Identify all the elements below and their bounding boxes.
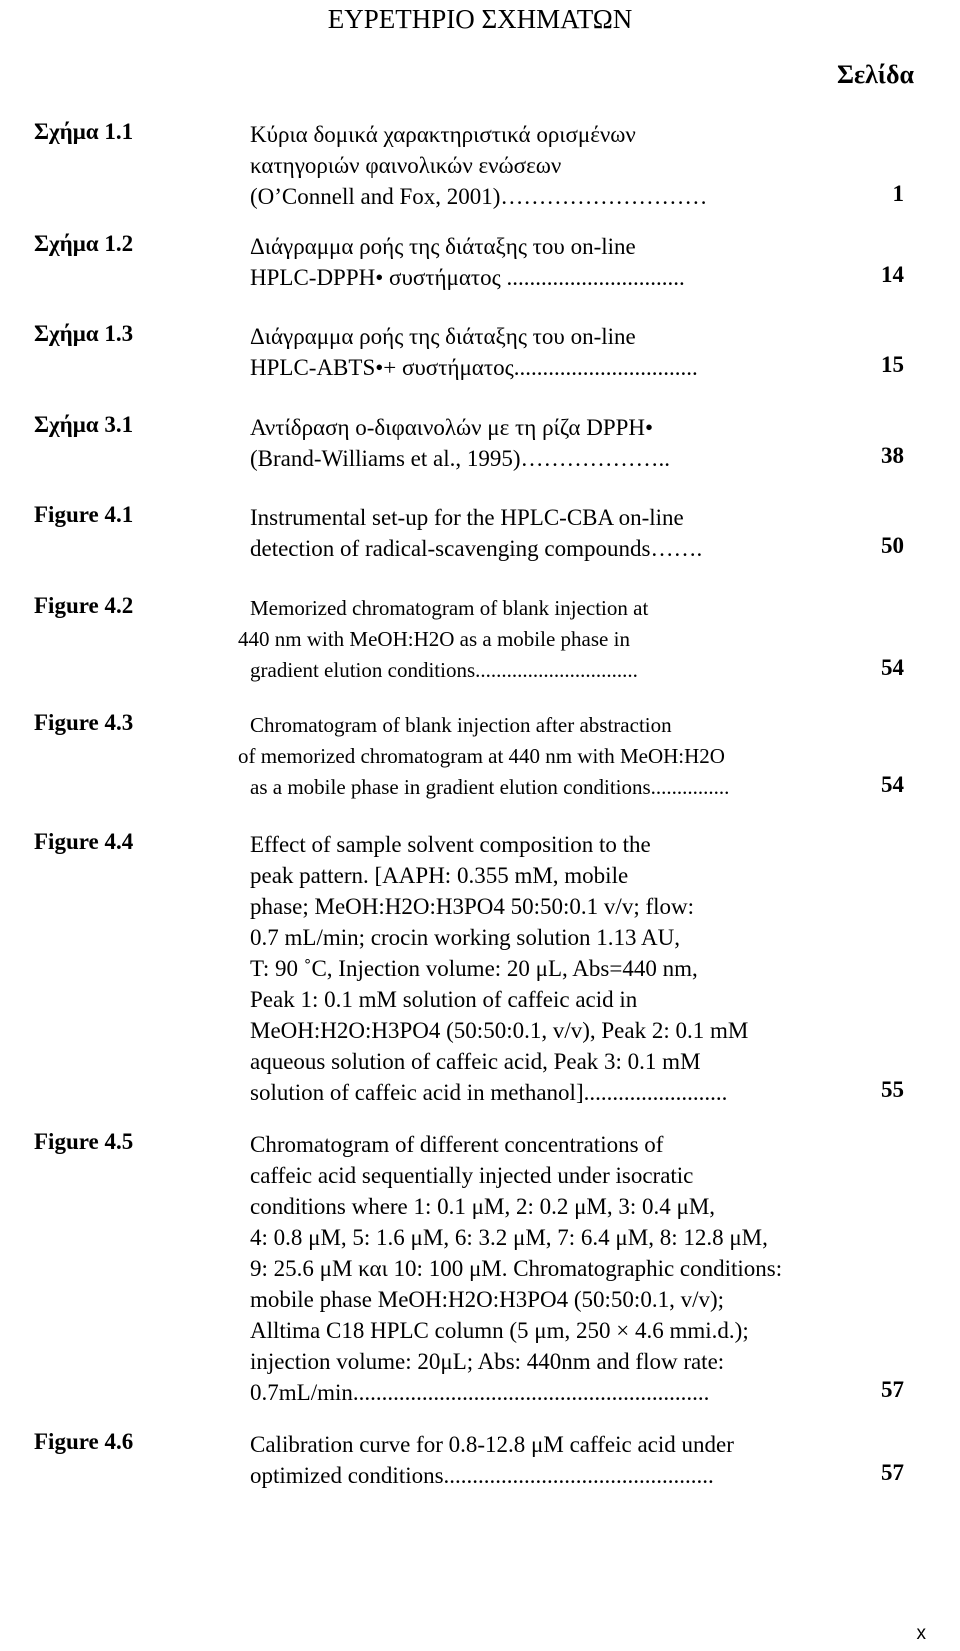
caption-line: (O’Connell and Fox, 2001)……………………… <box>250 184 708 209</box>
page-number: 14 <box>881 262 904 287</box>
caption-line: caffeic acid sequentially injected under isocratic <box>250 1163 694 1188</box>
caption-line: Instrumental set-up for the HPLC-CBA on-line <box>250 505 684 530</box>
page-number: 55 <box>881 1077 904 1102</box>
figure-label: Figure 4.1 <box>34 502 134 527</box>
caption-line: peak pattern. [AAPH: 0.355 mM, mobile <box>250 863 629 888</box>
page-number: 50 <box>881 533 904 558</box>
page-number: 38 <box>881 443 904 468</box>
caption-line: HPLC-ABTS•+ συστήματος................................ <box>250 355 698 380</box>
page-number: 15 <box>881 352 904 377</box>
caption-line: T: 90 ˚C, Injection volume: 20 μL, Abs=440 nm, <box>250 956 698 981</box>
caption-line: detection of radical-scavenging compounds……. <box>250 536 703 561</box>
caption-line: Memorized chromatogram of blank injection at <box>250 596 649 620</box>
caption-line: Διάγραμμα ροής της διάταξης του on-line <box>250 234 636 259</box>
caption-line: aqueous solution of caffeic acid, Peak 3: 0.1 mM <box>250 1049 701 1074</box>
page-number: 54 <box>881 772 904 797</box>
caption-line: HPLC-DPPH• συστήματος ............................... <box>250 265 685 290</box>
caption-line: as a mobile phase in gradient elution conditions............... <box>250 775 730 799</box>
caption-line: Αντίδραση ο-διφαινολών με τη ρίζα DPPH• <box>250 415 654 440</box>
caption-line: κατηγοριών φαινολικών ενώσεων <box>250 153 562 178</box>
caption-line: solution of caffeic acid in methanol]......................... <box>250 1080 728 1105</box>
caption-line: 0.7mL/min.............................................................. <box>250 1380 710 1405</box>
caption-line: mobile phase MeOH:H2O:H3PO4 (50:50:0.1, v/v); <box>250 1287 725 1312</box>
page-title: ΕΥΡΕΤΗΡΙΟ ΣΧΗΜΑΤΩΝ <box>327 4 633 34</box>
page-number: 1 <box>892 181 904 206</box>
caption-line: optimized conditions............................................... <box>250 1463 714 1488</box>
caption-line: Alltima C18 HPLC column (5 μm, 250 × 4.6 mmi.d.); <box>250 1318 749 1343</box>
page-column-header: Σελίδα <box>837 60 914 89</box>
figure-label: Figure 4.4 <box>34 829 134 854</box>
caption-line: injection volume: 20μL; Abs: 440nm and flow rate: <box>250 1349 725 1374</box>
figure-label: Σχήμα 1.2 <box>34 231 134 256</box>
figure-label: Σχήμα 1.1 <box>34 119 134 144</box>
caption-line: 4: 0.8 μM, 5: 1.6 μM, 6: 3.2 μM, 7: 6.4 μM, 8: 12.8 μM, <box>250 1225 768 1250</box>
caption-line: 9: 25.6 μM και 10: 100 μM. Chromatographic conditions: <box>250 1256 783 1281</box>
figure-label: Figure 4.2 <box>34 593 134 618</box>
caption-line: 0.7 mL/min; crocin working solution 1.13 AU, <box>250 925 680 950</box>
caption-line: MeOH:H2O:H3PO4 (50:50:0.1, v/v), Peak 2: 0.1 mM <box>250 1018 749 1043</box>
caption-line: Chromatogram of blank injection after abstraction <box>250 713 672 737</box>
page-number: 57 <box>881 1377 904 1402</box>
caption-line: Calibration curve for 0.8-12.8 μM caffeic acid under <box>250 1432 734 1457</box>
caption-line: Effect of sample solvent composition to the <box>250 832 651 857</box>
caption-line: 440 nm with MeOH:H2O as a mobile phase in <box>238 627 630 651</box>
figure-label: Figure 4.3 <box>34 710 134 735</box>
figure-label: Σχήμα 3.1 <box>34 412 134 437</box>
caption-line: Διάγραμμα ροής της διάταξης του on-line <box>250 324 636 349</box>
caption-line: of memorized chromatogram at 440 nm with MeOH:H2O <box>238 744 725 768</box>
caption-line: Chromatogram of different concentrations of <box>250 1132 664 1157</box>
page-number: 57 <box>881 1460 904 1485</box>
figure-label: Figure 4.5 <box>34 1129 134 1154</box>
caption-line: Peak 1: 0.1 mM solution of caffeic acid in <box>250 987 638 1012</box>
figure-label: Σχήμα 1.3 <box>34 321 134 346</box>
figure-label: Figure 4.6 <box>34 1429 134 1454</box>
caption-line: Κύρια δομικά χαρακτηριστικά ορισμένων <box>250 122 636 147</box>
caption-line: gradient elution conditions............................... <box>250 658 638 682</box>
caption-line: phase; MeOH:H2O:H3PO4 50:50:0.1 v/v; flow: <box>250 894 695 919</box>
page-number: 54 <box>881 655 904 680</box>
footer-page-number: x <box>916 1623 926 1644</box>
caption-line: (Brand-Williams et al., 1995)……………….. <box>250 446 671 471</box>
caption-line: conditions where 1: 0.1 μM, 2: 0.2 μM, 3: 0.4 μM, <box>250 1194 716 1219</box>
